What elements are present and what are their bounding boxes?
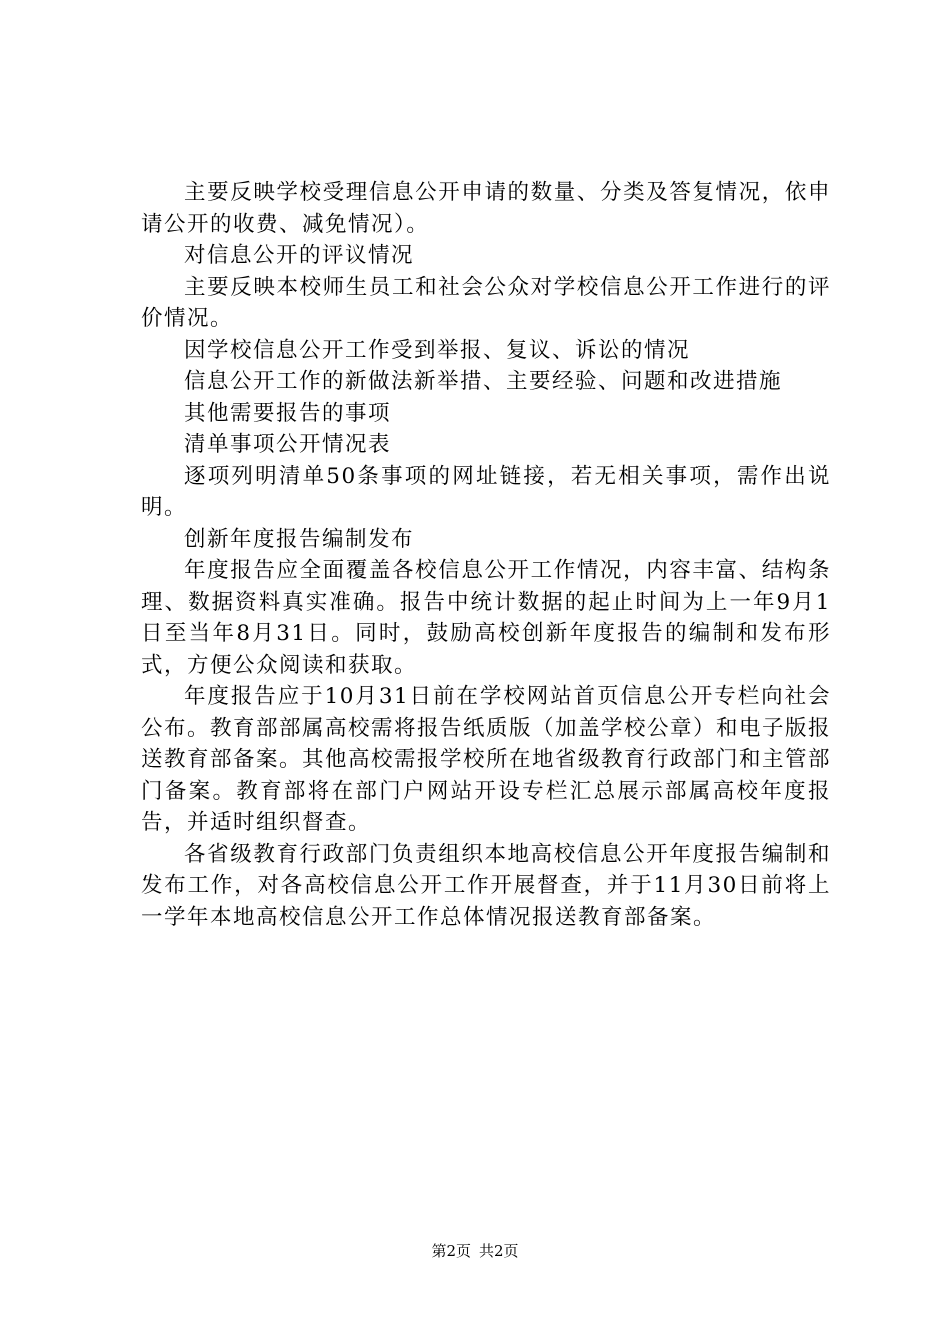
paragraph: 逐项列明清单50条事项的网址链接，若无相关事项，需作出说明。: [141, 463, 831, 520]
paragraph: 因学校信息公开工作受到举报、复议、诉讼的情况: [184, 337, 691, 363]
page-footer: [0, 1241, 950, 1261]
paragraph: 年度报告应于10月31日前在学校网站首页信息公开专栏向社会公布。教育部部属高校需将报告纸质版（加盖学校公章）和电子版报送教育部备案。其他高校需报学校所在地省级教育行政部门和主管部门备案。教育部将在部门户网站开设专栏汇总展示部属高校年度报告，并适时组织督查。: [141, 684, 832, 835]
paragraph: 信息公开工作的新做法新举措、主要经验、问题和改进措施: [184, 369, 783, 394]
paragraph: 各省级教育行政部门负责组织本地高校信息公开年度报告编制和发布工作，对各高校信息公开工作开展督查，并于11月30日前将上一学年本地高校信息公开工作总体情况报送教育部备案。: [141, 841, 831, 930]
paragraph: 对信息公开的评议情况: [184, 243, 415, 268]
paragraph: 其他需要报告的事项: [184, 400, 392, 426]
paragraph: 主要反映本校师生员工和社会公众对学校信息公开工作进行的评价情况。: [141, 274, 831, 331]
document-body: [141, 177, 831, 933]
page-total: 共2页: [479, 1242, 519, 1260]
paragraph: 清单事项公开情况表: [184, 432, 392, 457]
paragraph: 主要反映学校受理信息公开申请的数量、分类及答复情况，依申请公开的收费、减免情况）。: [141, 180, 831, 237]
page-number: 第2页: [431, 1242, 471, 1260]
paragraph: 创新年度报告编制发布: [184, 526, 415, 552]
paragraph: 年度报告应全面覆盖各校信息公开工作情况，内容丰富、结构条理、数据资料真实准确。报告中统计数据的起止时间为上一年9月1日至当年8月31日。同时，鼓励高校创新年度报告的编制和发布形式，方便公众阅读和获取。: [141, 558, 831, 678]
